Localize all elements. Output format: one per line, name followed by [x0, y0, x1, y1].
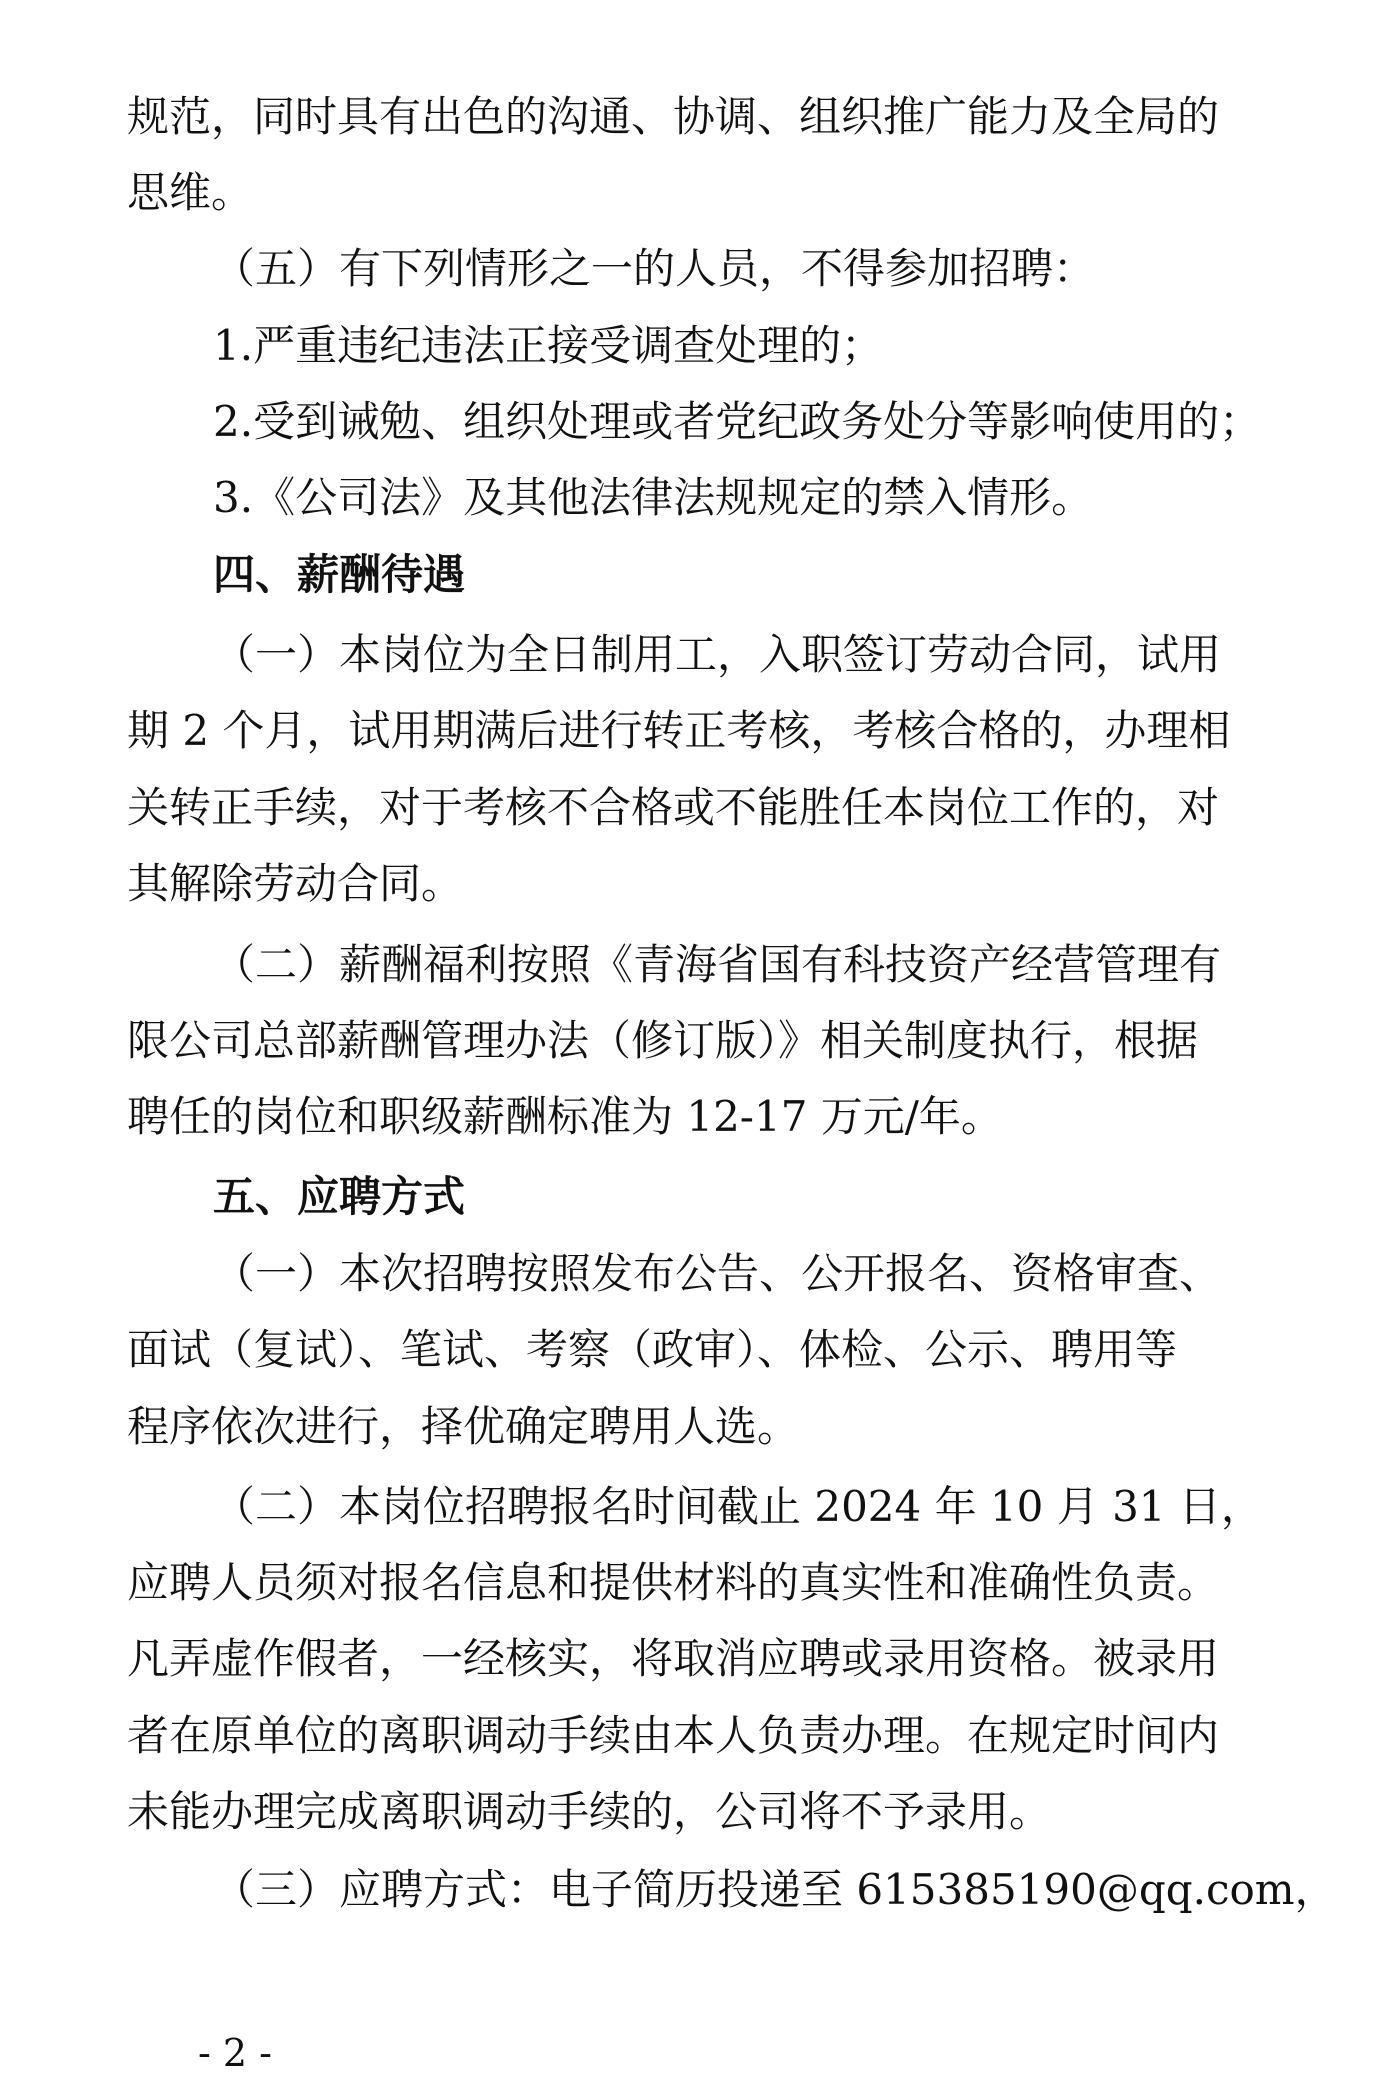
text-line: （三）应聘方式：电子简历投递至 615385190@qq.com， [213, 1865, 1337, 1914]
text-line: 聘任的岗位和职级薪酬标准为 12-17 万元/年。 [127, 1092, 1003, 1141]
list-item: 2.受到诫勉、组织处理或者党纪政务处分等影响使用的； [213, 397, 1262, 446]
text-line: 其解除劳动合同。 [127, 859, 464, 908]
page-number: - 2 - [198, 2031, 273, 2075]
list-item: 3.《公司法》及其他法律法规规定的禁入情形。 [213, 473, 1094, 522]
text-line: 应聘人员须对报名信息和提供材料的真实性和准确性负责。 [127, 1558, 1220, 1607]
list-item: 1.严重违纪违法正接受调查处理的； [213, 321, 884, 370]
text-line: 关转正手续，对于考核不合格或不能胜任本岗位工作的，对 [127, 783, 1220, 832]
text-line: 程序依次进行，择优确定聘用人选。 [127, 1402, 800, 1451]
text-line: 未能办理完成离职调动手续的，公司将不予录用。 [127, 1787, 1052, 1836]
text-line: 思维。 [127, 168, 254, 217]
text-line: （一）本次招聘按照发布公告、公开报名、资格审查、 [213, 1249, 1222, 1298]
text-line: 者在原单位的离职调动手续由本人负责办理。在规定时间内 [127, 1711, 1220, 1760]
text-line: （二）薪酬福利按照《青海省国有科技资产经营管理有 [213, 940, 1222, 989]
text-line: 凡弄虚作假者，一经核实，将取消应聘或录用资格。被录用 [127, 1634, 1220, 1683]
text-line: 限公司总部薪酬管理办法（修订版）》相关制度执行，根据 [127, 1016, 1199, 1065]
text-line: （一）本岗位为全日制用工，入职签订劳动合同，试用 [213, 630, 1222, 679]
section-heading: 五、应聘方式 [213, 1172, 466, 1221]
section-heading: 四、薪酬待遇 [213, 550, 466, 599]
text-line: （二）本岗位招聘报名时间截止 2024 年 10 月 31 日， [213, 1482, 1263, 1531]
text-line: 期 2 个月，试用期满后进行转正考核，考核合格的，办理相 [127, 706, 1231, 755]
list-heading: （五）有下列情形之一的人员，不得参加招聘： [213, 244, 1096, 293]
text-line: 面试（复试）、笔试、考察（政审）、体检、公示、聘用等 [127, 1325, 1178, 1374]
text-line: 规范，同时具有出色的沟通、协调、组织推广能力及全局的 [127, 92, 1220, 141]
